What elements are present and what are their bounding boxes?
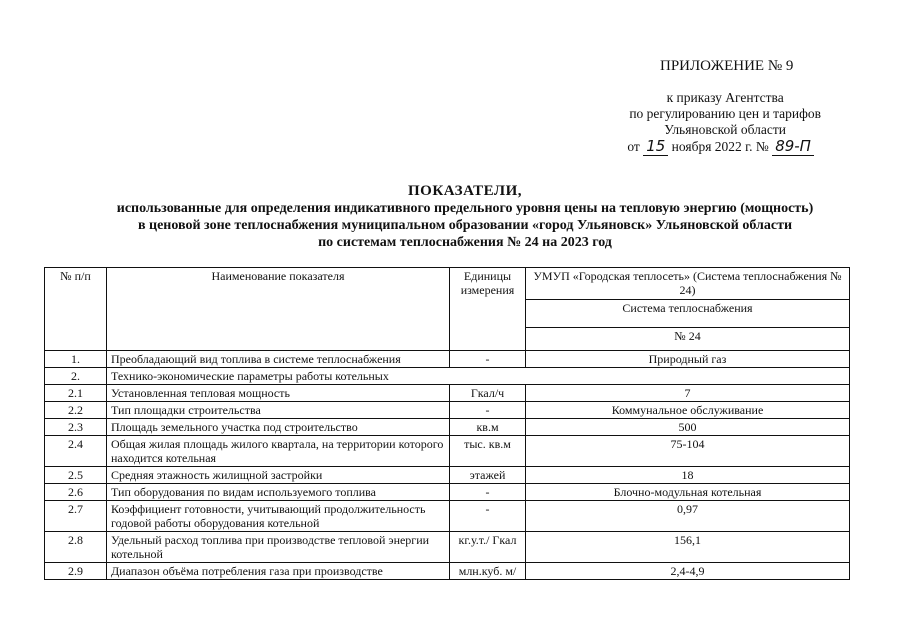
row-name: Тип площадки строительства [107, 402, 450, 419]
table-row [45, 436, 850, 467]
row-value: 500 [526, 419, 850, 436]
row-value: 18 [526, 467, 850, 484]
handwritten-order-number: 89-П [772, 137, 814, 156]
row-value: 2,4-4,9 [526, 563, 850, 580]
row-num: 2.4 [45, 436, 107, 467]
order-date-line [627, 138, 821, 155]
header-unit: Единицы измерения [450, 268, 526, 351]
row-name: Технико-экономические параметры работы котельных [107, 368, 850, 385]
row-unit: - [450, 402, 526, 419]
row-name: Установленная тепловая мощность [107, 385, 450, 402]
row-unit: тыс. кв.м [450, 436, 526, 467]
row-unit: - [450, 501, 526, 532]
row-value: 75-104 [526, 436, 850, 467]
row-unit: млн.куб. м/ [450, 563, 526, 580]
row-name: Преобладающий вид топлива в системе теплоснабжения [107, 351, 450, 368]
row-unit: кв.м [450, 419, 526, 436]
title-line-1: использованные для определения индикативного предельного уровня цены на тепловую энергию (мощность) [116, 201, 814, 216]
order-line-2: по регулированию цен и тарифов [629, 106, 821, 121]
row-num: 2.6 [45, 484, 107, 501]
row-name: Диапазон объёма потребления газа при производстве [107, 563, 450, 580]
row-value: 0,97 [526, 501, 850, 532]
row-value: 7 [526, 385, 850, 402]
table-row [45, 532, 850, 563]
row-unit: - [450, 351, 526, 368]
row-unit: Гкал/ч [450, 385, 526, 402]
header-system: Система теплоснабжения [526, 300, 850, 327]
row-value: Природный газ [526, 351, 850, 368]
handwritten-day: 15 [643, 137, 668, 156]
row-num: 2.1 [45, 385, 107, 402]
header-system-num: № 24 [526, 327, 850, 350]
date-prefix: от [627, 139, 640, 154]
header-name: Наименование показателя [107, 268, 450, 351]
table-row [45, 467, 850, 484]
table-row [45, 419, 850, 436]
row-name: Удельный расход топлива при производстве тепловой энергии котельной [107, 532, 450, 563]
row-unit: этажей [450, 467, 526, 484]
date-rest: ноября 2022 г. № [671, 139, 769, 154]
row-unit: - [450, 484, 526, 501]
row-num: 2.8 [45, 532, 107, 563]
appendix-label: ПРИЛОЖЕНИЕ № 9 [660, 58, 794, 74]
header-num: № п/п [45, 268, 107, 351]
table-row [45, 402, 850, 419]
row-num: 2. [45, 368, 107, 385]
row-num: 2.3 [45, 419, 107, 436]
row-name: Тип оборудования по видам используемого топлива [107, 484, 450, 501]
row-value: 156,1 [526, 532, 850, 563]
title-line-3: по системам теплоснабжения № 24 на 2023 год [318, 235, 612, 250]
table-row [45, 385, 850, 402]
row-name: Средняя этажность жилищной застройки [107, 467, 450, 484]
table-row [45, 484, 850, 501]
title-line-2: в ценовой зоне теплоснабжения муниципальном образовании «город Ульяновск» Ульяновской области [137, 218, 793, 233]
row-num: 2.5 [45, 467, 107, 484]
row-num: 2.9 [45, 563, 107, 580]
row-num: 2.7 [45, 501, 107, 532]
row-num: 2.2 [45, 402, 107, 419]
title-main: ПОКАЗАТЕЛИ, [407, 183, 522, 199]
row-value: Блочно-модульная котельная [526, 484, 850, 501]
row-unit: кг.у.т./ Гкал [450, 532, 526, 563]
row-name: Площадь земельного участка под строительство [107, 419, 450, 436]
table-header-row [45, 268, 850, 300]
header-org: УМУП «Городская теплосеть» (Система теплоснабжения № 24) [526, 268, 850, 300]
order-line-3: Ульяновской области [664, 122, 787, 137]
row-name: Общая жилая площадь жилого квартала, на территории которого находится котельная [107, 436, 450, 467]
order-reference [629, 90, 821, 155]
indicators-table [44, 267, 850, 580]
table-row [45, 563, 850, 580]
table-row [45, 501, 850, 532]
order-line-1: к приказу Агентства [666, 90, 784, 105]
table-row [45, 351, 850, 368]
row-name: Коэффициент готовности, учитывающий продолжительность годовой работы оборудования котельной [107, 501, 450, 532]
table-row [45, 368, 850, 385]
row-value: Коммунальное обслуживание [526, 402, 850, 419]
document-title [70, 183, 860, 251]
row-num: 1. [45, 351, 107, 368]
